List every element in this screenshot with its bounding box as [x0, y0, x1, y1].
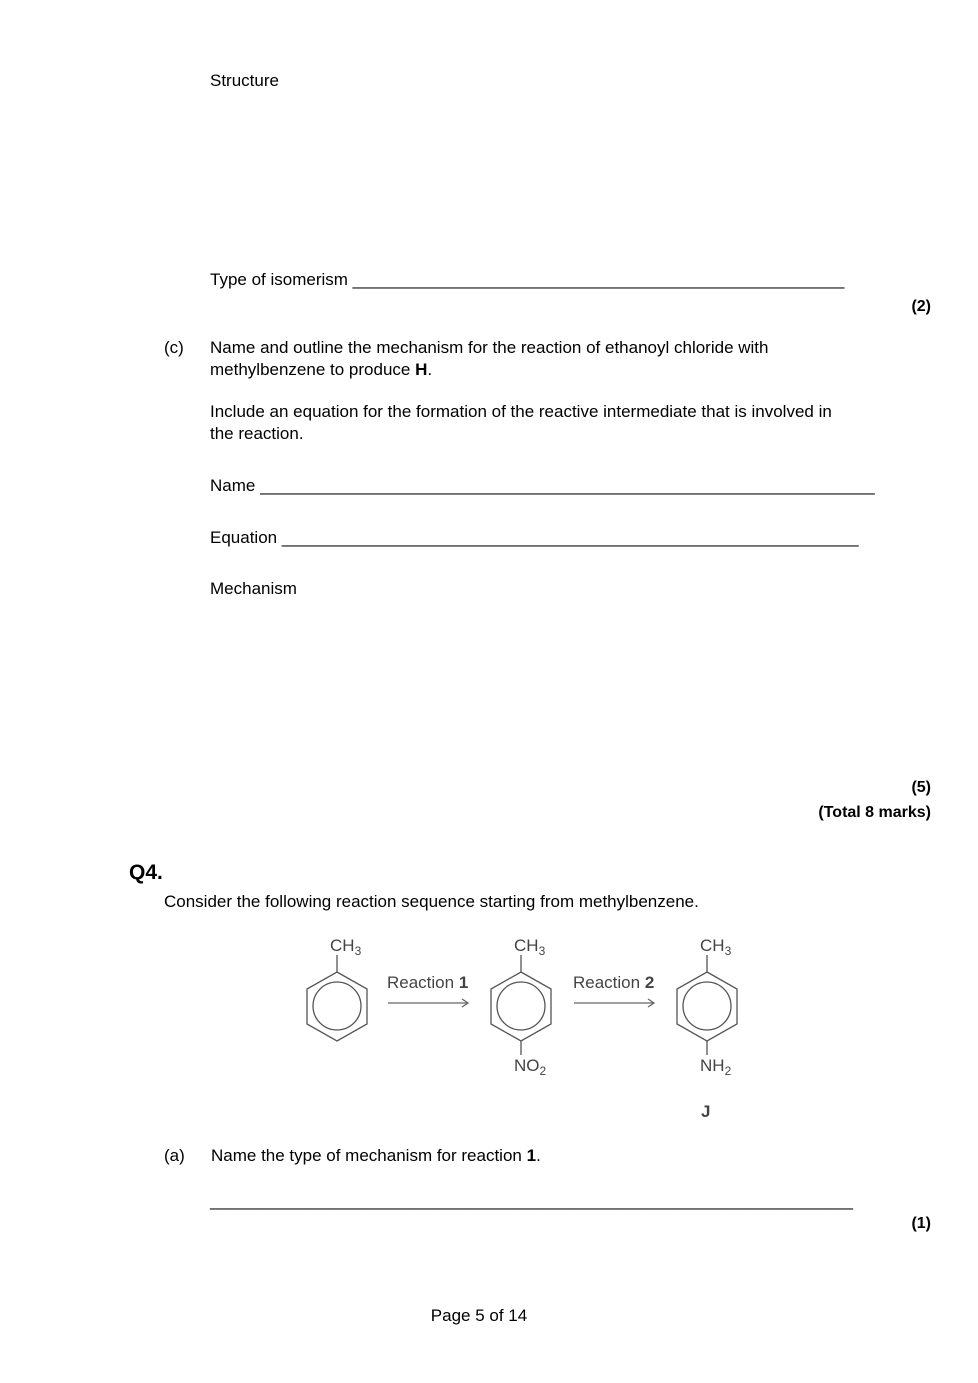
equation-label: Equation [210, 528, 278, 547]
part-c-question-line1: Name and outline the mechanism for the reaction of ethanoyl chloride with [210, 338, 769, 357]
part-a-question: Name the type of mechanism for reaction 1. [211, 1146, 541, 1165]
name-label: Name [210, 476, 256, 495]
question-intro: Consider the following reaction sequence starting from methylbenzene. [164, 892, 699, 911]
reaction-1-label: Reaction 1 [387, 973, 469, 992]
name-prompt [210, 476, 875, 496]
equation-prompt [210, 528, 859, 548]
nitromethylbenzene-structure [491, 936, 551, 1078]
compound-j-label: J [701, 1102, 711, 1121]
part-c-include-line2: the reaction. [210, 424, 304, 443]
compound-h: H [415, 360, 428, 379]
reaction-scheme-diagram [290, 925, 750, 1125]
ch3-label-3: $CH_3$ [700, 936, 732, 958]
marks-b: (2) [911, 298, 931, 315]
part-c-question-line2: methylbenzene to produce H. [210, 360, 433, 379]
question-heading: Q4. [129, 861, 163, 884]
marks-c: (5) [911, 779, 931, 796]
isomerism-answer-line[interactable]: ____________________________________________________ [352, 270, 845, 289]
part-a-answer-line[interactable]: ____________________________________________________________________ [210, 1191, 853, 1210]
total-marks: (Total 8 marks) [818, 804, 931, 821]
ch3-label-2: $CH_3$ [514, 936, 546, 958]
isomerism-label: Type of isomerism [210, 270, 348, 289]
nh2-label: $NH_2$ [700, 1056, 732, 1078]
page-number: Page 5 of 14 [430, 1306, 528, 1325]
part-c-label: (c) [164, 338, 184, 357]
methylbenzene-structure [307, 936, 367, 1041]
isomerism-prompt [210, 270, 844, 290]
ch3-label-1: $CH_3$ [330, 936, 362, 958]
part-c-include-line1: Include an equation for the formation of the reactive intermediate that is involved in [210, 402, 832, 421]
marks-a: (1) [911, 1215, 931, 1232]
structure-label: Structure [210, 71, 279, 90]
name-answer-line[interactable]: _________________________________________________________________ [260, 476, 875, 495]
equation-answer-line[interactable]: _____________________________________________________________ [281, 528, 859, 547]
reaction-2-label: Reaction 2 [573, 973, 655, 992]
mechanism-label: Mechanism [210, 579, 297, 598]
part-a-label: (a) [164, 1146, 185, 1165]
compound-j-structure [677, 936, 737, 1121]
no2-label: $NO_2$ [514, 1056, 547, 1078]
